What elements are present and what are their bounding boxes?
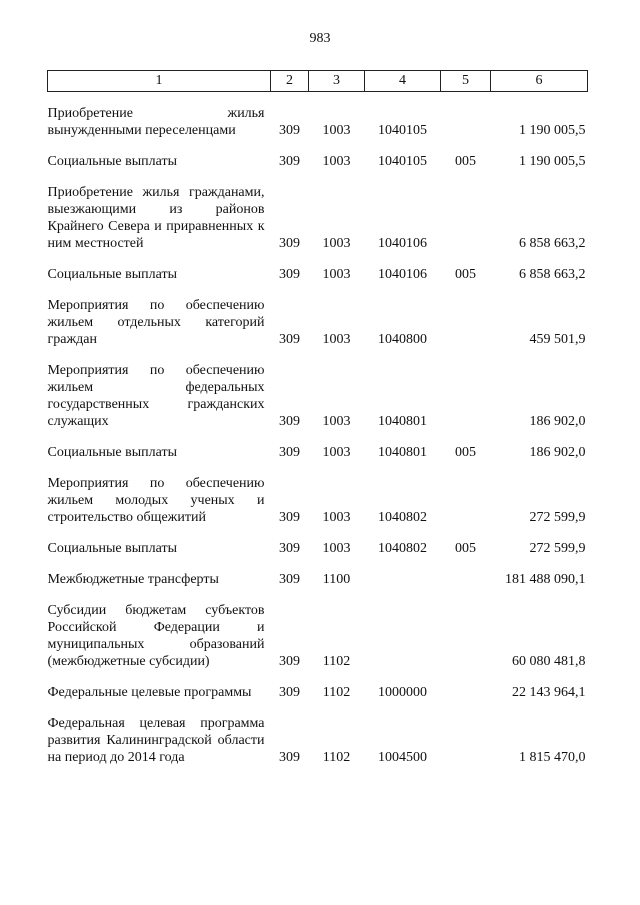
row-col5: [441, 684, 491, 701]
table-row: [48, 153, 588, 170]
row-col4: 1000000: [378, 685, 427, 700]
row-col2: 309: [279, 510, 300, 525]
table-row: [48, 684, 588, 701]
row-col5: [441, 475, 491, 526]
row-col4: [365, 571, 441, 588]
row-col4: 1040801: [378, 414, 427, 429]
row-name: Мероприятия по обеспечению жильем федеральных государственных гражданских служащих: [47, 363, 265, 429]
row-col2: 309: [279, 750, 300, 765]
column-header-3: 3: [309, 71, 365, 92]
row-col3: 1003: [322, 332, 351, 347]
row-col5: [441, 184, 491, 252]
table-row: [48, 184, 588, 252]
row-col5: 005: [455, 541, 476, 556]
row-col6: 1 815 470,0: [519, 750, 586, 765]
row-col3: 1102: [322, 750, 351, 765]
row-name: Социальные выплаты: [47, 445, 178, 460]
row-col2: 309: [279, 267, 300, 282]
header-row: [48, 71, 588, 92]
row-col6: 181 488 090,1: [505, 572, 586, 587]
row-col6: 1 190 005,5: [519, 154, 586, 169]
row-col4: 1040105: [378, 123, 427, 138]
row-col5: 005: [455, 445, 476, 460]
row-col3: 1102: [322, 654, 351, 669]
row-name: Социальные выплаты: [47, 267, 178, 282]
row-col5: [441, 105, 491, 139]
table-row: [48, 715, 588, 766]
row-col3: 1003: [322, 414, 351, 429]
row-col3: 1003: [322, 445, 351, 460]
table-row: [48, 266, 588, 283]
row-col5: [441, 571, 491, 588]
row-name: Мероприятия по обеспечению жильем отдельных категорий граждан: [47, 298, 265, 347]
row-col5: 005: [455, 154, 476, 169]
row-col2: 309: [279, 445, 300, 460]
row-col2: 309: [279, 654, 300, 669]
row-col6: 6 858 663,2: [519, 236, 586, 251]
row-col4: 1040106: [378, 236, 427, 251]
row-name: Социальные выплаты: [47, 541, 178, 556]
row-col2: 309: [279, 541, 300, 556]
row-col3: 1100: [322, 572, 351, 587]
table-body: [48, 92, 588, 767]
row-col6: 22 143 964,1: [512, 685, 586, 700]
row-col6: 6 858 663,2: [519, 267, 586, 282]
table-row: [48, 297, 588, 348]
row-col4: 1040802: [378, 510, 427, 525]
row-col2: 309: [279, 332, 300, 347]
row-col2: 309: [279, 236, 300, 251]
row-name: Субсидии бюджетам субъектов Российской Федерации и муниципальных образований (межбюджетные субсидии): [47, 603, 265, 669]
row-col5: 005: [455, 267, 476, 282]
table-row: [48, 602, 588, 670]
column-header-2: 2: [271, 71, 309, 92]
row-col6: 272 599,9: [529, 510, 586, 525]
table-header: [48, 71, 588, 92]
row-col5: [441, 297, 491, 348]
row-col6: 60 080 481,8: [512, 654, 586, 669]
column-header-1: 1: [48, 71, 271, 92]
row-name: Мероприятия по обеспечению жильем молодых ученых и строительство общежитий: [47, 476, 265, 525]
row-name: Приобретение жилья вынужденными переселенцами: [47, 106, 265, 138]
table-row: [48, 362, 588, 430]
row-col6: 272 599,9: [529, 541, 586, 556]
row-name: Приобретение жилья гражданами, выезжающими из районов Крайнего Севера и приравненных к ним местностей: [47, 185, 265, 251]
row-col5: [441, 362, 491, 430]
table-row: [48, 540, 588, 557]
row-col3: 1003: [322, 123, 351, 138]
row-col4: 1040106: [378, 267, 427, 282]
row-col4: [365, 602, 441, 670]
row-col5: [441, 602, 491, 670]
row-col2: 309: [279, 685, 300, 700]
table-row: [48, 571, 588, 588]
row-name: Межбюджетные трансферты: [47, 572, 219, 587]
row-col3: 1003: [322, 510, 351, 525]
row-col4: 1040105: [378, 154, 427, 169]
row-name: Социальные выплаты: [47, 154, 178, 169]
row-col3: 1102: [322, 685, 351, 700]
row-col4: 1040801: [378, 445, 427, 460]
row-col6: 1 190 005,5: [519, 123, 586, 138]
row-col3: 1003: [322, 154, 351, 169]
row-col3: 1003: [322, 267, 351, 282]
row-col2: 309: [279, 154, 300, 169]
row-col4: 1040800: [378, 332, 427, 347]
table-row: [48, 105, 588, 139]
row-name: Федеральная целевая программа развития Калининградской области на период до 2014 года: [47, 716, 265, 765]
row-col3: 1003: [322, 541, 351, 556]
row-col6: 186 902,0: [529, 414, 586, 429]
row-name: Федеральные целевые программы: [47, 685, 252, 700]
table-row: [48, 444, 588, 461]
column-header-5: 5: [441, 71, 491, 92]
row-col2: 309: [279, 572, 300, 587]
row-col5: [441, 715, 491, 766]
row-col6: 186 902,0: [529, 445, 586, 460]
column-header-4: 4: [365, 71, 441, 92]
table-row: [48, 475, 588, 526]
row-col4: 1004500: [378, 750, 427, 765]
page-number: 983: [309, 31, 331, 46]
budget-table: [47, 70, 588, 766]
row-col2: 309: [279, 123, 300, 138]
row-col6: 459 501,9: [529, 332, 586, 347]
row-col2: 309: [279, 414, 300, 429]
column-header-6: 6: [491, 71, 588, 92]
row-col3: 1003: [322, 236, 351, 251]
row-col4: 1040802: [378, 541, 427, 556]
